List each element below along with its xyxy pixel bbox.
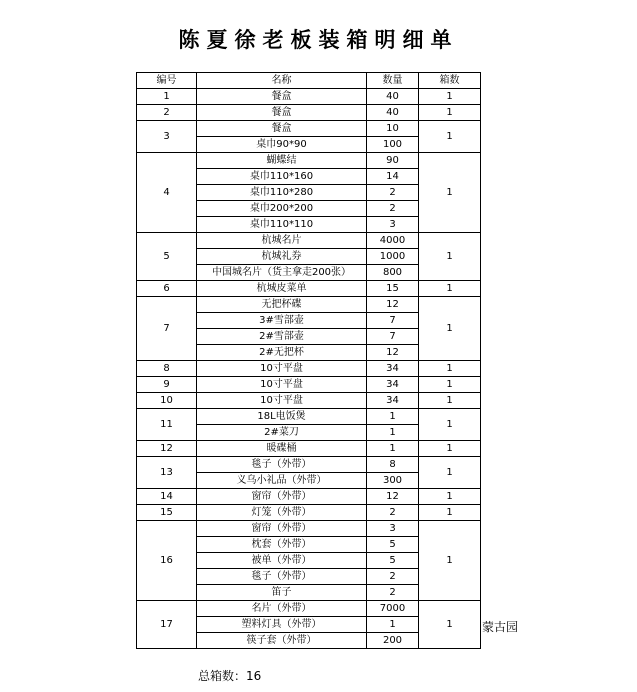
item-quantity: 14 — [367, 169, 419, 185]
box-count: 1 — [419, 89, 481, 105]
box-count: 1 — [419, 121, 481, 153]
box-count: 1 — [419, 409, 481, 441]
table-row — [137, 489, 481, 505]
item-quantity: 2 — [367, 201, 419, 217]
item-number: 12 — [137, 441, 197, 457]
item-name: 蝴蝶结 — [197, 153, 367, 169]
item-quantity: 12 — [367, 297, 419, 313]
item-name: 3#雪部壶 — [197, 313, 367, 329]
item-name: 杭城皮菜单 — [197, 281, 367, 297]
item-name: 桌巾200*200 — [197, 201, 367, 217]
item-number: 16 — [137, 521, 197, 601]
item-number: 7 — [137, 297, 197, 361]
item-quantity: 3 — [367, 217, 419, 233]
item-name: 被单（外带） — [197, 553, 367, 569]
item-quantity: 10 — [367, 121, 419, 137]
table-row — [137, 409, 481, 425]
item-number: 1 — [137, 89, 197, 105]
table-row — [137, 105, 481, 121]
box-count: 1 — [419, 457, 481, 489]
table-row — [137, 521, 481, 537]
box-count: 1 — [419, 393, 481, 409]
item-quantity: 1 — [367, 617, 419, 633]
item-quantity: 15 — [367, 281, 419, 297]
item-quantity: 12 — [367, 489, 419, 505]
item-name: 2#雪部壶 — [197, 329, 367, 345]
item-quantity: 100 — [367, 137, 419, 153]
item-quantity: 2 — [367, 505, 419, 521]
item-name: 2#无把杯 — [197, 345, 367, 361]
box-count: 1 — [419, 153, 481, 233]
item-name: 2#菜刀 — [197, 425, 367, 441]
side-note: 蒙古园 — [482, 620, 519, 634]
total-value: 16 — [246, 669, 262, 683]
header-no: 编号 — [137, 73, 197, 89]
item-quantity: 1 — [367, 425, 419, 441]
table-row — [137, 505, 481, 521]
item-name: 义乌小礼品（外带） — [197, 473, 367, 489]
item-name: 餐盒 — [197, 89, 367, 105]
item-quantity: 90 — [367, 153, 419, 169]
box-count: 1 — [419, 441, 481, 457]
table-row — [137, 297, 481, 313]
item-number: 9 — [137, 377, 197, 393]
item-quantity: 12 — [367, 345, 419, 361]
table-row — [137, 121, 481, 137]
item-quantity: 7 — [367, 329, 419, 345]
item-name: 桌巾110*110 — [197, 217, 367, 233]
item-quantity: 40 — [367, 105, 419, 121]
box-count: 1 — [419, 233, 481, 281]
item-name: 桌巾90*90 — [197, 137, 367, 153]
item-number: 15 — [137, 505, 197, 521]
item-quantity: 2 — [367, 185, 419, 201]
item-quantity: 800 — [367, 265, 419, 281]
item-quantity: 3 — [367, 521, 419, 537]
total-boxes — [198, 667, 261, 684]
item-name: 杭城礼券 — [197, 249, 367, 265]
table-row — [137, 281, 481, 297]
item-name: 毯子（外带） — [197, 457, 367, 473]
item-name: 餐盒 — [197, 105, 367, 121]
item-name: 塑料灯具（外带） — [197, 617, 367, 633]
table-row — [137, 441, 481, 457]
item-number: 14 — [137, 489, 197, 505]
item-quantity: 2 — [367, 585, 419, 601]
box-count: 1 — [419, 281, 481, 297]
item-number: 5 — [137, 233, 197, 281]
item-name: 笛子 — [197, 585, 367, 601]
item-number: 8 — [137, 361, 197, 377]
item-name: 杭城名片 — [197, 233, 367, 249]
item-quantity: 34 — [367, 377, 419, 393]
item-name: 桌巾110*160 — [197, 169, 367, 185]
item-quantity: 300 — [367, 473, 419, 489]
item-quantity: 7 — [367, 313, 419, 329]
table-row — [137, 601, 481, 617]
item-name: 灯笼（外带） — [197, 505, 367, 521]
header-qty: 数量 — [367, 73, 419, 89]
item-number: 2 — [137, 105, 197, 121]
box-count: 1 — [419, 505, 481, 521]
item-quantity: 1 — [367, 409, 419, 425]
total-label: 总箱数： — [198, 669, 247, 683]
item-number: 3 — [137, 121, 197, 153]
header-row — [137, 73, 481, 89]
item-quantity: 40 — [367, 89, 419, 105]
item-name: 暖碟桶 — [197, 441, 367, 457]
table-row — [137, 153, 481, 169]
item-quantity: 5 — [367, 553, 419, 569]
item-quantity: 2 — [367, 569, 419, 585]
item-name: 桌巾110*280 — [197, 185, 367, 201]
item-name: 筷子套（外带） — [197, 633, 367, 649]
header-boxes: 箱数 — [419, 73, 481, 89]
item-name: 10寸平盘 — [197, 377, 367, 393]
item-name: 窗帘（外带） — [197, 521, 367, 537]
item-number: 10 — [137, 393, 197, 409]
packing-table-body — [137, 73, 481, 649]
item-name: 18L电饭煲 — [197, 409, 367, 425]
box-count: 1 — [419, 601, 481, 649]
item-quantity: 1 — [367, 441, 419, 457]
table-row — [137, 361, 481, 377]
page-title: 陈夏徐老板装箱明细单 — [178, 28, 459, 52]
item-name: 毯子（外带） — [197, 569, 367, 585]
item-number: 6 — [137, 281, 197, 297]
table-row — [137, 457, 481, 473]
table-row — [137, 233, 481, 249]
item-quantity: 5 — [367, 537, 419, 553]
box-count: 1 — [419, 521, 481, 601]
item-name: 无把杯碟 — [197, 297, 367, 313]
item-quantity: 200 — [367, 633, 419, 649]
header-name: 名称 — [197, 73, 367, 89]
item-quantity: 8 — [367, 457, 419, 473]
item-quantity: 34 — [367, 361, 419, 377]
item-number: 13 — [137, 457, 197, 489]
item-name: 中国城名片（货主拿走200张） — [197, 265, 367, 281]
item-number: 17 — [137, 601, 197, 649]
item-name: 10寸平盘 — [197, 361, 367, 377]
table-row — [137, 377, 481, 393]
item-quantity: 1000 — [367, 249, 419, 265]
item-number: 4 — [137, 153, 197, 233]
item-quantity: 4000 — [367, 233, 419, 249]
box-count: 1 — [419, 361, 481, 377]
box-count: 1 — [419, 489, 481, 505]
box-count: 1 — [419, 297, 481, 361]
box-count: 1 — [419, 105, 481, 121]
item-name: 枕套（外带） — [197, 537, 367, 553]
box-count: 1 — [419, 377, 481, 393]
table-row — [137, 89, 481, 105]
item-quantity: 7000 — [367, 601, 419, 617]
table-row — [137, 393, 481, 409]
item-name: 餐盒 — [197, 121, 367, 137]
item-name: 窗帘（外带） — [197, 489, 367, 505]
item-number: 11 — [137, 409, 197, 441]
item-name: 10寸平盘 — [197, 393, 367, 409]
item-name: 名片（外带） — [197, 601, 367, 617]
packing-table — [136, 72, 481, 649]
item-quantity: 34 — [367, 393, 419, 409]
